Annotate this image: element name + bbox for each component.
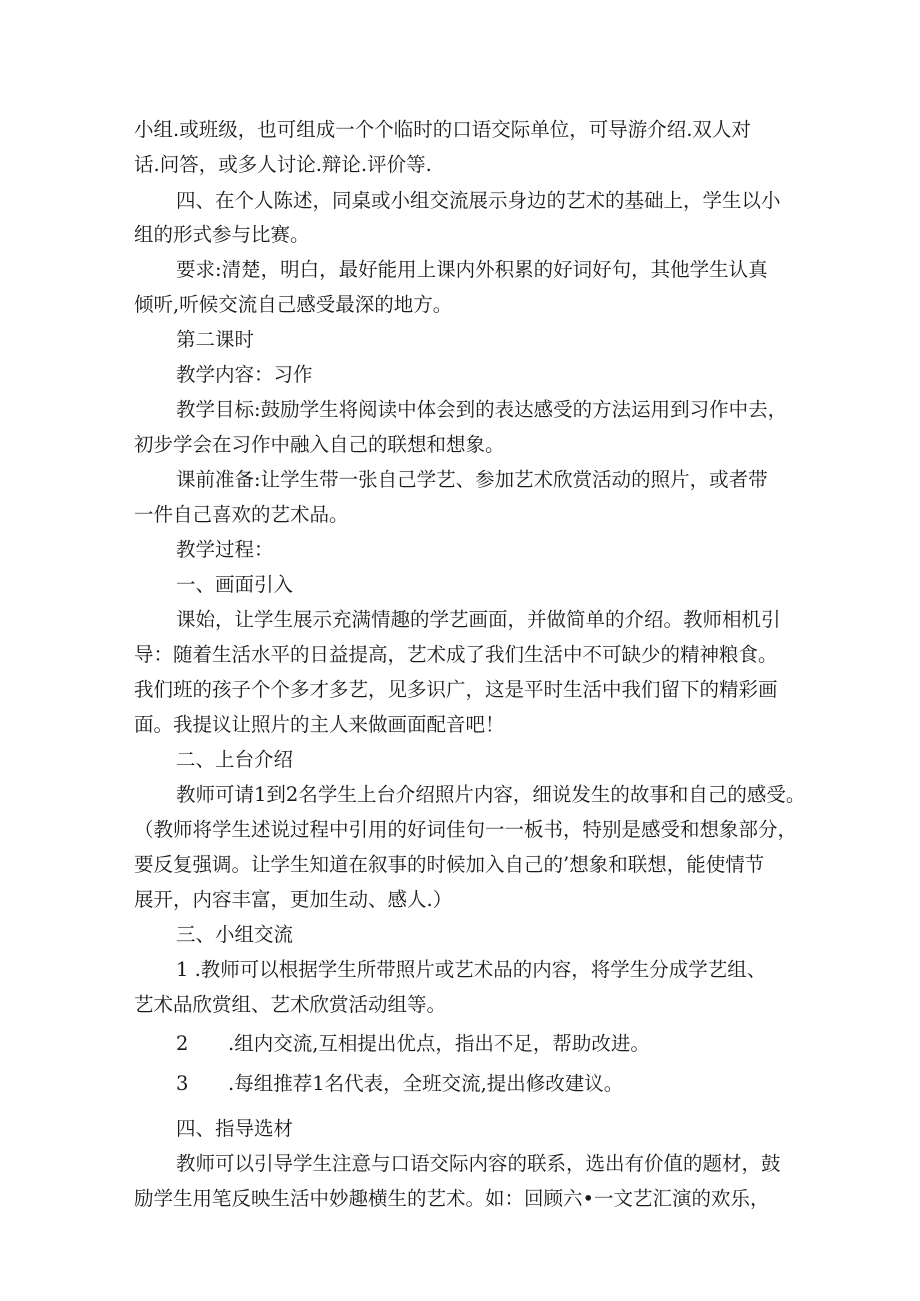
text-line: 我们班的孩子个个多才多艺，见多识广，这是平时生活中我们留下的精彩画	[134, 678, 778, 701]
text-line: 初步学会在习作中融入自己的联想和想象。	[134, 433, 505, 456]
section-heading: 二、上台介绍	[176, 748, 294, 771]
text-line: 教学过程：	[176, 538, 274, 561]
text-line: 教学目标:鼓励学生将阅读中体会到的表达感受的方法运用到习作中去，	[176, 398, 788, 421]
text-line: 教师可请1到2名学生上台介绍照片内容，细说发生的故事和自己的感受。	[176, 783, 806, 806]
list-number: 3	[176, 1072, 189, 1095]
text-line: 教学内容：习作	[176, 363, 313, 386]
text-line: （教师将学生述说过程中引用的好词佳句一一板书，特别是感受和想象部分，	[134, 818, 798, 841]
text-line: 倾听,听候交流自己感受最深的地方。	[134, 293, 453, 316]
text-line: 小组.或班级，也可组成一个个临时的口语交际单位，可导游介绍.双人对	[134, 118, 751, 141]
text-line: 导：随着生活水平的日益提高，艺术成了我们生活中不可缺少的精神粮食。	[134, 643, 778, 666]
list-number: 2	[176, 1032, 189, 1055]
text-line: 话.问答，或多人讨论.辩论.评价等.	[134, 153, 432, 176]
list-item-text: .每组推荐1名代表，全班交流,提出修改建议。	[228, 1072, 624, 1095]
text-line: 教师可以引导学生注意与口语交际内容的联系，选出有价值的题材，鼓	[176, 1152, 781, 1175]
text-line: 面。我提议让照片的主人来做画面配音吧！	[134, 713, 505, 736]
text-line: 要求:清楚，明白，最好能用上课内外积累的好词好句，其他学生认真	[176, 258, 768, 281]
list-item-text: .组内交流,互相提出优点，指出不足，帮助改进。	[228, 1032, 650, 1055]
text-line: 四、在个人陈述，同桌或小组交流展示身边的艺术的基础上，学生以小	[176, 189, 781, 212]
text-line: 展开，内容丰富，更加生动、感人.）	[134, 888, 453, 911]
text-line: 组的形式参与比赛。	[134, 223, 310, 246]
text-line: 要反复强调。让学生知道在叙事的时候加入自己的’想象和联想，能使情节	[134, 853, 765, 876]
text-line: 1 .教师可以根据学生所带照片或艺术品的内容，将学生分成学艺组、	[176, 958, 767, 981]
section-heading: 四、指导选材	[176, 1117, 294, 1140]
section-heading: 三、小组交流	[176, 923, 294, 946]
section-heading: 一、画面引入	[176, 573, 294, 596]
text-line: 励学生用笔反映生活中妙趣横生的艺术。如：回顾六•一文艺汇演的欢乐，	[134, 1187, 770, 1210]
section-heading: 第二课时	[176, 328, 255, 351]
text-line: 一件自己喜欢的艺术品。	[134, 503, 349, 526]
text-line: 课前准备:让学生带一张自己学艺、参加艺术欣赏活动的照片，或者带	[176, 468, 768, 491]
text-line: 艺术品欣赏组、艺术欣赏活动组等。	[134, 993, 447, 1016]
text-line: 课始，让学生展示充满情趣的学艺画面，并做简单的介绍。教师相机引	[176, 608, 781, 631]
